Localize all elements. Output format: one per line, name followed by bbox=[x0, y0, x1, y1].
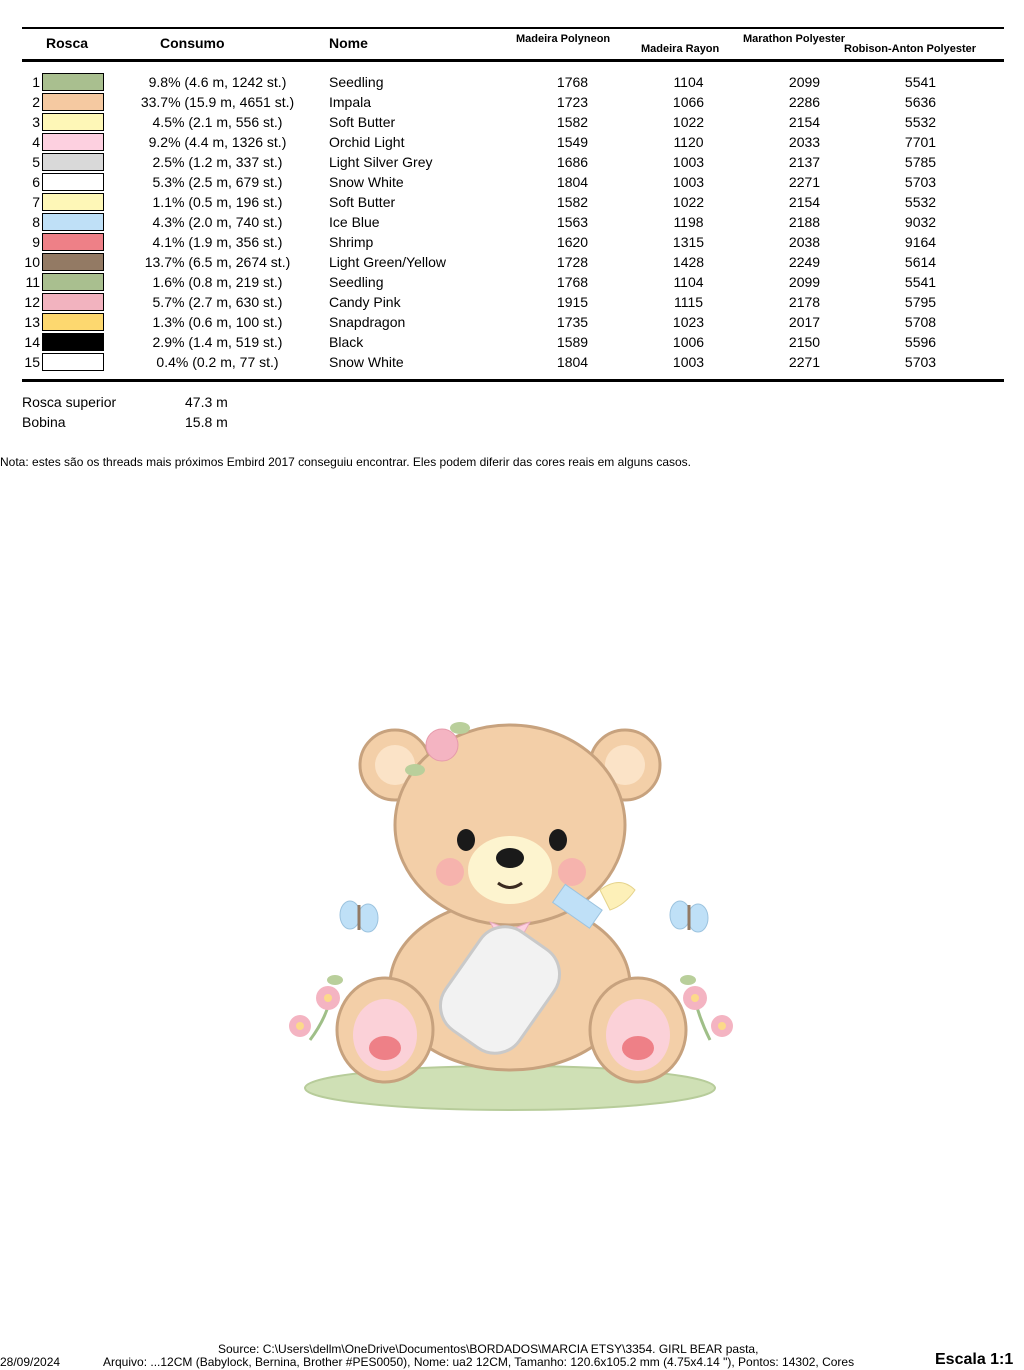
row-consumo: 1.1% (0.5 m, 196 st.) bbox=[152, 194, 283, 210]
table-bottom-rule bbox=[22, 379, 1004, 382]
row-madeira-rayon: 1315 bbox=[672, 234, 705, 250]
rosca-superior-value: 47.3 m bbox=[185, 394, 228, 410]
row-madeira-rayon: 1006 bbox=[672, 334, 705, 350]
header-madeira-polyneon: Madeira Polyneon bbox=[516, 33, 611, 45]
footer-scale: Escala 1:1 bbox=[935, 1351, 1014, 1368]
color-swatch bbox=[42, 293, 104, 311]
row-marathon: 2188 bbox=[788, 214, 821, 230]
row-robison: 5541 bbox=[904, 274, 937, 290]
row-consumo: 0.4% (0.2 m, 77 st.) bbox=[156, 354, 279, 370]
row-number: 1 bbox=[32, 74, 40, 90]
row-robison: 5703 bbox=[904, 354, 937, 370]
header-rosca: Rosca bbox=[46, 35, 89, 51]
row-madeira-polyneon: 1804 bbox=[556, 174, 589, 190]
row-nome: Light Silver Grey bbox=[329, 154, 433, 170]
color-swatch bbox=[42, 113, 104, 131]
row-madeira-rayon: 1104 bbox=[673, 74, 704, 90]
row-marathon: 2178 bbox=[788, 294, 821, 310]
row-number: 5 bbox=[32, 154, 40, 170]
row-madeira-rayon: 1023 bbox=[672, 314, 705, 330]
flower-right bbox=[680, 975, 733, 1040]
row-madeira-rayon: 1428 bbox=[672, 254, 705, 270]
row-consumo: 9.8% (4.6 m, 1242 st.) bbox=[148, 74, 287, 90]
color-swatch bbox=[42, 153, 104, 171]
row-robison: 5541 bbox=[904, 74, 937, 90]
row-robison: 5703 bbox=[904, 174, 937, 190]
row-madeira-rayon: 1003 bbox=[672, 174, 705, 190]
row-marathon: 2099 bbox=[788, 74, 821, 90]
table-row bbox=[0, 252, 1024, 272]
row-robison: 5785 bbox=[904, 154, 937, 170]
color-swatch bbox=[42, 253, 104, 271]
table-row bbox=[0, 292, 1024, 312]
note-text: Nota: estes são os threads mais próximos Embird 2017 conseguiu encontrar. Eles podem diferir das cores reais em alguns casos. bbox=[0, 455, 692, 469]
row-nome: Black bbox=[329, 334, 364, 350]
row-robison: 9164 bbox=[904, 234, 937, 250]
table-row bbox=[0, 152, 1024, 172]
color-swatch bbox=[42, 193, 104, 211]
row-madeira-polyneon: 1735 bbox=[556, 314, 589, 330]
row-marathon: 2286 bbox=[788, 94, 821, 110]
footer-date: 28/09/2024 bbox=[0, 1355, 61, 1369]
row-nome: Snow White bbox=[329, 174, 404, 190]
header-marathon: Marathon Polyester bbox=[743, 33, 846, 45]
row-number: 10 bbox=[24, 254, 40, 270]
row-madeira-polyneon: 1915 bbox=[556, 294, 589, 310]
header-consumo: Consumo bbox=[160, 35, 225, 51]
row-consumo: 2.5% (1.2 m, 337 st.) bbox=[152, 154, 283, 170]
row-number: 3 bbox=[32, 114, 40, 130]
table-row bbox=[0, 72, 1024, 92]
row-consumo: 1.3% (0.6 m, 100 st.) bbox=[152, 314, 283, 330]
row-marathon: 2038 bbox=[788, 234, 821, 250]
row-marathon: 2017 bbox=[788, 314, 821, 330]
color-swatch bbox=[42, 353, 104, 371]
row-number: 14 bbox=[24, 334, 40, 350]
row-madeira-polyneon: 1768 bbox=[556, 274, 589, 290]
row-marathon: 2033 bbox=[788, 134, 821, 150]
flower-left bbox=[289, 975, 343, 1040]
row-madeira-polyneon: 1728 bbox=[556, 254, 589, 270]
row-consumo: 33.7% (15.9 m, 4651 st.) bbox=[140, 94, 295, 110]
table-row bbox=[0, 232, 1024, 252]
row-nome: Ice Blue bbox=[329, 214, 380, 230]
color-swatch bbox=[42, 273, 104, 291]
row-madeira-rayon: 1022 bbox=[672, 114, 705, 130]
color-swatch bbox=[42, 313, 104, 331]
row-robison: 5795 bbox=[904, 294, 937, 310]
row-nome: Seedling bbox=[329, 74, 384, 90]
row-nome: Candy Pink bbox=[329, 294, 401, 310]
row-consumo: 2.9% (1.4 m, 519 st.) bbox=[152, 334, 283, 350]
row-number: 6 bbox=[32, 174, 40, 190]
row-marathon: 2099 bbox=[788, 274, 821, 290]
row-marathon: 2150 bbox=[788, 334, 821, 350]
color-swatch bbox=[42, 173, 104, 191]
row-madeira-polyneon: 1589 bbox=[556, 334, 589, 350]
row-madeira-polyneon: 1768 bbox=[556, 74, 589, 90]
table-row bbox=[0, 192, 1024, 212]
row-marathon: 2249 bbox=[788, 254, 821, 270]
row-nome: Light Green/Yellow bbox=[329, 254, 447, 270]
row-marathon: 2154 bbox=[788, 114, 821, 130]
row-marathon: 2137 bbox=[788, 154, 821, 170]
color-swatch bbox=[42, 333, 104, 351]
row-madeira-polyneon: 1686 bbox=[556, 154, 589, 170]
row-robison: 5708 bbox=[904, 314, 937, 330]
row-madeira-rayon: 1003 bbox=[672, 154, 705, 170]
row-madeira-polyneon: 1582 bbox=[556, 194, 589, 210]
row-marathon: 2271 bbox=[788, 354, 821, 370]
footer-source: Source: C:\Users\dellm\OneDrive\Documentos\BORDADOS\MARCIA ETSY\3354. GIRL BEAR pasta, bbox=[218, 1342, 759, 1356]
row-nome: Snapdragon bbox=[329, 314, 406, 330]
row-consumo: 4.3% (2.0 m, 740 st.) bbox=[152, 214, 283, 230]
row-number: 2 bbox=[32, 94, 40, 110]
row-nome: Orchid Light bbox=[329, 134, 405, 150]
row-robison: 5596 bbox=[904, 334, 937, 350]
row-madeira-polyneon: 1563 bbox=[556, 214, 589, 230]
table-row bbox=[0, 112, 1024, 132]
row-madeira-rayon: 1104 bbox=[673, 274, 704, 290]
color-swatch bbox=[42, 73, 104, 91]
row-nome: Seedling bbox=[329, 274, 384, 290]
table-row bbox=[0, 272, 1024, 292]
row-madeira-polyneon: 1620 bbox=[556, 234, 589, 250]
row-marathon: 2154 bbox=[788, 194, 821, 210]
row-madeira-polyneon: 1804 bbox=[556, 354, 589, 370]
row-nome: Impala bbox=[329, 94, 372, 110]
row-number: 4 bbox=[32, 134, 40, 150]
table-row bbox=[0, 332, 1024, 352]
row-consumo: 1.6% (0.8 m, 219 st.) bbox=[152, 274, 283, 290]
row-madeira-rayon: 1066 bbox=[672, 94, 705, 110]
row-robison: 7701 bbox=[904, 134, 937, 150]
color-swatch bbox=[42, 233, 104, 251]
header-bottom-rule bbox=[22, 59, 1004, 62]
header-madeira-rayon: Madeira Rayon bbox=[641, 43, 720, 55]
color-swatch bbox=[42, 213, 104, 231]
row-robison: 5614 bbox=[904, 254, 937, 270]
row-madeira-rayon: 1003 bbox=[672, 354, 705, 370]
table-row bbox=[0, 352, 1024, 372]
row-consumo: 5.7% (2.7 m, 630 st.) bbox=[152, 294, 283, 310]
bobina-label: Bobina bbox=[22, 414, 66, 430]
row-madeira-polyneon: 1549 bbox=[556, 134, 589, 150]
table-row bbox=[0, 312, 1024, 332]
butterfly-left bbox=[340, 901, 378, 932]
table-row bbox=[0, 172, 1024, 192]
teddy-bear-design-image bbox=[270, 700, 750, 1120]
row-number: 12 bbox=[24, 294, 40, 310]
row-consumo: 5.3% (2.5 m, 679 st.) bbox=[152, 174, 283, 190]
table-top-rule bbox=[22, 27, 1004, 29]
row-marathon: 2271 bbox=[788, 174, 821, 190]
row-number: 8 bbox=[32, 214, 40, 230]
row-robison: 5532 bbox=[904, 114, 937, 130]
row-nome: Soft Butter bbox=[329, 114, 396, 130]
row-madeira-polyneon: 1582 bbox=[556, 114, 589, 130]
header-robison: Robison-Anton Polyester bbox=[844, 43, 977, 55]
rosca-superior-label: Rosca superior bbox=[22, 394, 117, 410]
table-row bbox=[0, 212, 1024, 232]
row-number: 15 bbox=[24, 354, 40, 370]
row-robison: 5636 bbox=[904, 94, 937, 110]
header-nome: Nome bbox=[329, 35, 368, 51]
row-number: 9 bbox=[32, 234, 40, 250]
row-madeira-rayon: 1022 bbox=[672, 194, 705, 210]
color-swatch bbox=[42, 93, 104, 111]
row-number: 11 bbox=[25, 274, 40, 290]
row-robison: 9032 bbox=[904, 214, 937, 230]
row-consumo: 4.1% (1.9 m, 356 st.) bbox=[152, 234, 283, 250]
row-consumo: 13.7% (6.5 m, 2674 st.) bbox=[144, 254, 291, 270]
row-number: 13 bbox=[24, 314, 40, 330]
row-madeira-polyneon: 1723 bbox=[556, 94, 589, 110]
row-nome: Snow White bbox=[329, 354, 404, 370]
row-number: 7 bbox=[32, 194, 40, 210]
row-consumo: 4.5% (2.1 m, 556 st.) bbox=[152, 114, 283, 130]
color-swatch bbox=[42, 133, 104, 151]
row-nome: Soft Butter bbox=[329, 194, 396, 210]
footer-file-info: Arquivo: ...12CM (Babylock, Bernina, Brother #PES0050), Nome: ua2 12CM, Tamanho: 120.6x105.2 mm (4.75x4.14 "), Pontos: 14302, Cores bbox=[103, 1355, 855, 1369]
row-robison: 5532 bbox=[904, 194, 937, 210]
table-row bbox=[0, 132, 1024, 152]
bobina-value: 15.8 m bbox=[185, 414, 228, 430]
row-madeira-rayon: 1120 bbox=[673, 134, 704, 150]
butterfly-right bbox=[670, 901, 708, 932]
row-madeira-rayon: 1115 bbox=[673, 294, 704, 310]
row-consumo: 9.2% (4.4 m, 1326 st.) bbox=[148, 134, 287, 150]
row-nome: Shrimp bbox=[329, 234, 374, 250]
table-row bbox=[0, 92, 1024, 112]
row-madeira-rayon: 1198 bbox=[673, 214, 704, 230]
